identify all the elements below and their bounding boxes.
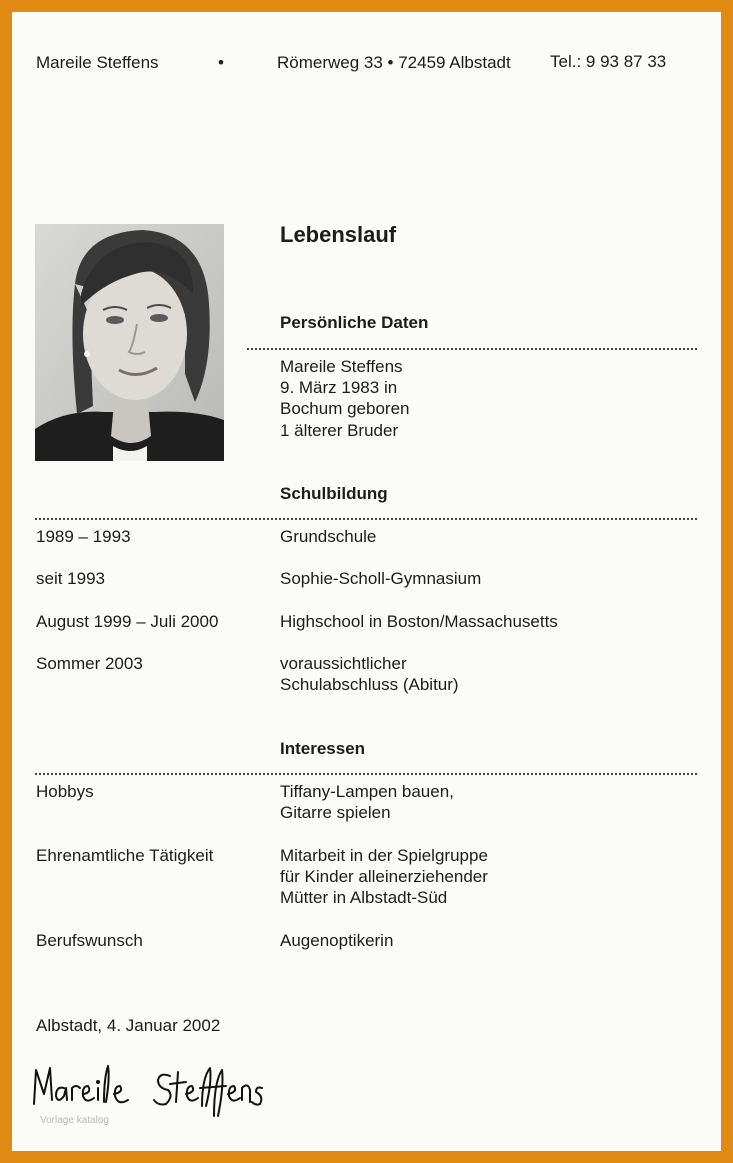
section-heading-personal: Persönliche Daten	[280, 313, 429, 332]
personal-line: 9. März 1983 in	[280, 378, 398, 397]
interest-label: Berufswunsch	[36, 931, 143, 950]
divider-school	[35, 518, 697, 520]
school-text: Highschool in Boston/Massachusetts	[280, 612, 558, 631]
interest-text: Tiffany-Lampen bauen,	[280, 782, 454, 801]
interest-text: Mitarbeit in der Spielgruppe	[280, 846, 488, 865]
school-text: voraussichtlicher	[280, 654, 407, 673]
interest-text: Gitarre spielen	[280, 803, 391, 822]
divider-personal	[247, 348, 697, 350]
school-text: Schulabschluss (Abitur)	[280, 675, 459, 694]
portrait-illustration	[35, 224, 224, 461]
school-text: Sophie-Scholl-Gymnasium	[280, 569, 482, 588]
school-date: Sommer 2003	[36, 654, 143, 673]
school-date: 1989 – 1993	[36, 527, 131, 546]
section-heading-interests: Interessen	[280, 739, 366, 758]
interest-label: Hobbys	[36, 782, 94, 801]
personal-line: Bochum geboren	[280, 399, 410, 418]
cv-page	[12, 12, 721, 1151]
header-name: Mareile Steffens	[36, 53, 159, 72]
page-title: Lebenslauf	[280, 222, 397, 247]
header-address: Römerweg 33 • 72459 Albstadt	[277, 53, 511, 72]
header-phone: Tel.: 9 93 87 33	[550, 52, 667, 71]
place-date: Albstadt, 4. Januar 2002	[36, 1016, 221, 1035]
school-text: Grundschule	[280, 527, 377, 546]
school-date: August 1999 – Juli 2000	[36, 612, 219, 631]
section-heading-school: Schulbildung	[280, 484, 388, 503]
header-bullet: •	[218, 53, 224, 72]
personal-line: Mareile Steffens	[280, 357, 403, 376]
interest-label: Ehrenamtliche Tätigkeit	[36, 846, 214, 865]
personal-line: 1 älterer Bruder	[280, 421, 399, 440]
interest-text: für Kinder alleinerziehender	[280, 867, 488, 886]
interest-text: Augenoptikerin	[280, 931, 394, 950]
divider-interests	[35, 773, 697, 775]
school-date: seit 1993	[36, 569, 105, 588]
portrait-photo	[35, 224, 224, 461]
interest-text: Mütter in Albstadt-Süd	[280, 888, 448, 907]
watermark-text: Vorlage katalog	[40, 1115, 109, 1126]
